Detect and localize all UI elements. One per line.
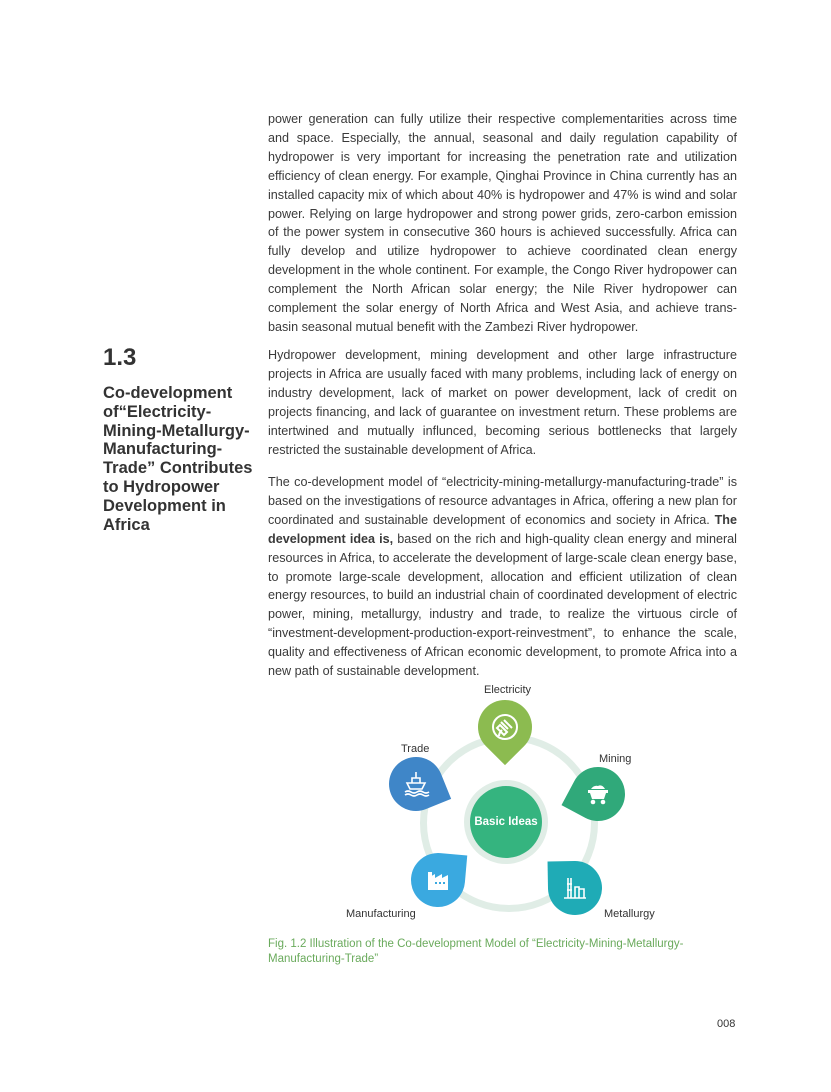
page-number: 008 [717,1018,736,1030]
trade-label: Trade [401,743,430,755]
body-paragraph-3 [268,473,737,681]
center-label: Basic Ideas [470,786,542,858]
body-paragraph-2 [268,346,737,459]
electricity-label: Electricity [484,684,532,696]
plug-icon [478,700,532,754]
figure-caption: Fig. 1.2 Illustration of the Co-development Model of “Electricity-Mining-Metallurgy-Manufacturing-Trade” [268,938,684,965]
co-development-diagram [330,680,750,930]
ship-icon [389,757,443,811]
manufacturing-label: Manufacturing [346,908,416,920]
mining-label: Mining [599,753,632,765]
paragraph-text: power generation can fully utilize their respective complementarities across time and space. Especially, the annual, seasonal and daily regulation capability of hydropower is very important for increasing the penetration rate and utilization efficiency of clean energy. For example, Qinghai Province in China currently has an installed capacity mix of which about 40% is hydropower and 47% is wind and solar power. Relying on large hydropower and strong power grids, zero-carbon emission of the power system in consecutive 360 hours is achieved successfully. Africa can fully develop and utilize hydropower to achieve coordinated clean energy development in the whole continent. For example, the Congo River hydropower can complement the North African solar energy; the Nile River hydropower can complement the solar energy of North Africa and West Asia, and achieve trans-basin seasonal mutual benefit with the Zambezi River hydropower. [268,112,737,334]
section-title: Co-development of“Electricity-Mining-Metallurgy-Manufacturing-Trade” Contributes to Hydropower Development in Africa [103,384,253,534]
metallurgy-label: Metallurgy [604,908,655,920]
paragraph-text: The co-development model of “electricity-mining-metallurgy-manufacturing-trade” is based on the investigations of resource advantages in Africa, offering a new plan for coordinated and sustainable development of economics and society in Africa. [268,475,737,527]
paragraph-text: Hydropower development, mining development and other large infrastructure projects in Africa are usually faced with many problems, including lack of energy on industry development, lack of market on power development, lack of credit on projects financing, and lack of guarantee on investment return. These problems are intertwined and mutually influnced, becoming serious bottlenecks that largely restricted the sustainable development of Africa. [268,348,737,457]
body-paragraph-1 [268,110,737,337]
factory-icon [411,853,465,907]
mine-cart-icon [571,767,625,821]
refinery-icon [548,861,602,915]
bold-phrase: The development idea is, [268,512,737,546]
paragraph-text: based on the rich and high-quality clean energy and mineral resources in Africa, to accelerate the development of large-scale clean energy base, to promote large-scale development, allocation and efficient utilization of clean energy resources, to build an industrial chain of coordinated development of electric power, mining, metallurgy, industry and trade, to realize the virtuous circle of “investment-development-production-export-reinvestment”, to enhance the scale, quality and effectiveness of African economic development, to promote Africa into a new path of sustainable development. [268,531,737,679]
section-number: 1.3 [103,344,137,371]
center-circle [464,780,548,864]
